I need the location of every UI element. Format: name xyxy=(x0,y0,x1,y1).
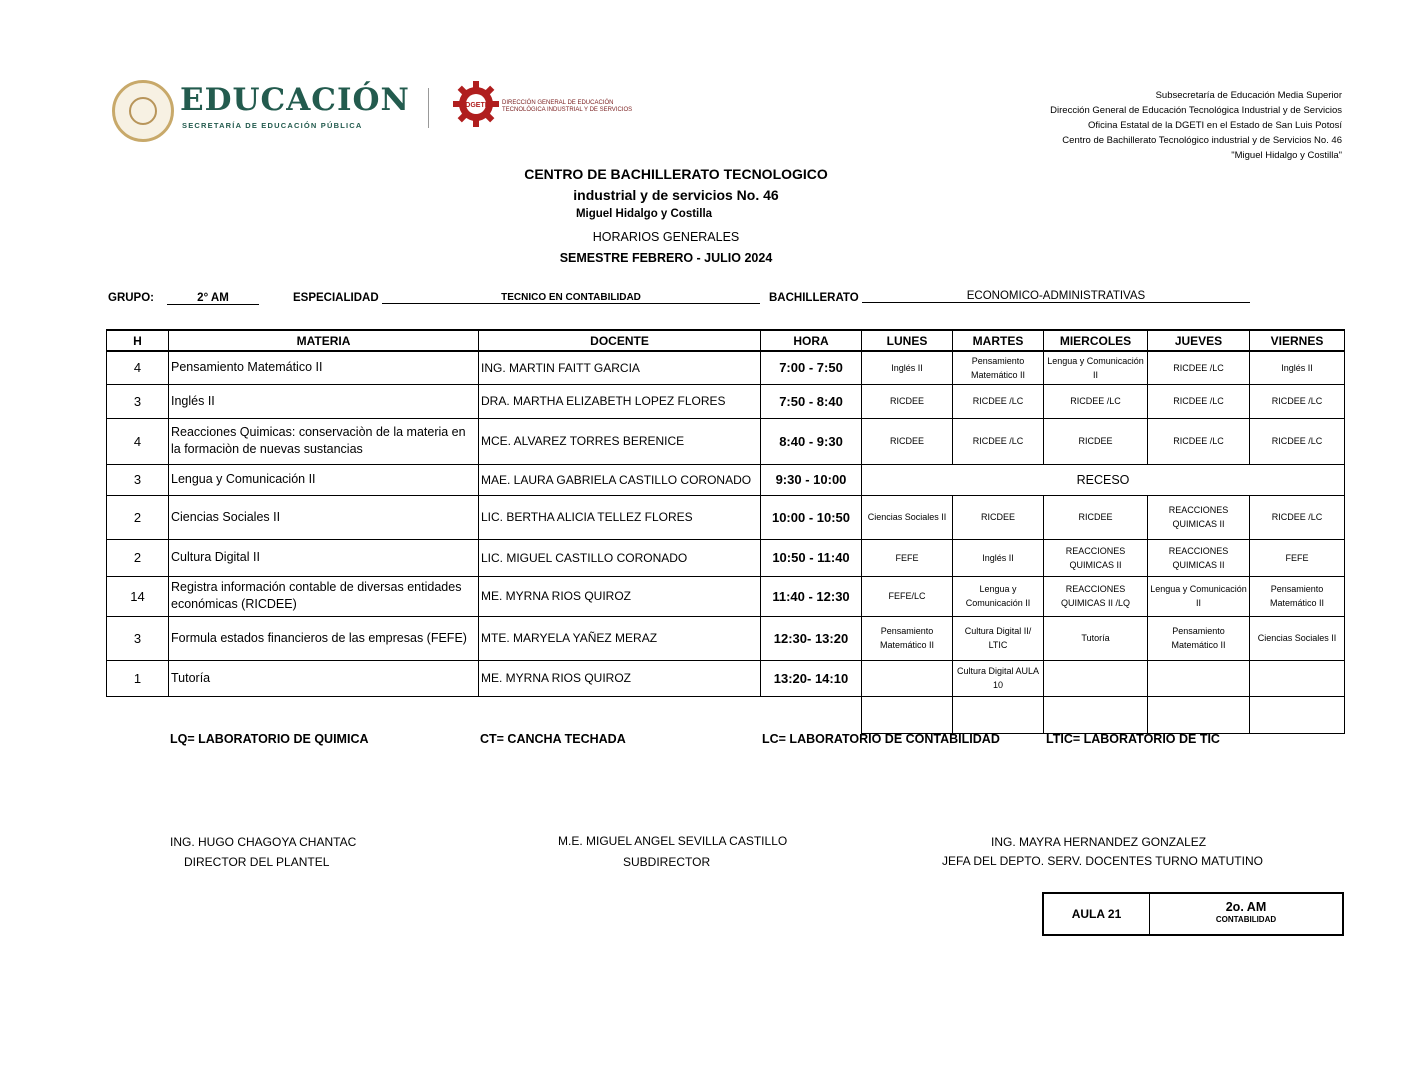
legend-ct: CT= CANCHA TECHADA xyxy=(480,732,626,746)
day-cell: REACCIONES QUIMICAS II xyxy=(1148,539,1250,576)
school-name: Miguel Hidalgo y Costilla xyxy=(575,208,713,220)
subject-cell: Cultura Digital II xyxy=(169,539,479,576)
day-cell: Inglés II xyxy=(862,351,953,384)
classroom-group-label: 2o. AM xyxy=(1225,900,1267,914)
legend-lq: LQ= LABORATORIO DE QUIMICA xyxy=(170,732,369,746)
table-row xyxy=(107,464,1345,495)
teacher-cell: LIC. MIGUEL CASTILLO CORONADO xyxy=(479,539,761,576)
hours-cell: 2 xyxy=(107,539,169,576)
especialidad-value: TECNICO EN CONTABILIDAD xyxy=(382,292,760,304)
teacher-cell: DRA. MARTHA ELIZABETH LOPEZ FLORES xyxy=(479,384,761,418)
time-cell: 10:00 - 10:50 xyxy=(761,495,862,539)
institution-line: Dirección General de Educación Tecnológica Industrial y de Servicios xyxy=(1050,105,1342,116)
day-cell: Cultura Digital AULA 10 xyxy=(953,660,1044,696)
day-cell: RICDEE /LC xyxy=(953,384,1044,418)
day-cell: RICDEE xyxy=(1044,495,1148,539)
day-cell: RICDEE /LC xyxy=(1044,384,1148,418)
hours-cell: 3 xyxy=(107,464,169,495)
government-seal-logo xyxy=(112,80,174,142)
empty-cell xyxy=(479,696,761,733)
institution-line: Oficina Estatal de la DGETI en el Estado de San Luis Potosí xyxy=(1088,120,1342,131)
institution-header xyxy=(1050,88,1342,163)
hours-cell: 1 xyxy=(107,660,169,696)
subject-cell: Formula estados financieros de las empresas (FEFE) xyxy=(169,616,479,660)
table-row xyxy=(107,384,1345,418)
teacher-cell: MTE. MARYELA YAÑEZ MERAZ xyxy=(479,616,761,660)
time-cell: 10:50 - 11:40 xyxy=(761,539,862,576)
especialidad-label: ESPECIALIDAD xyxy=(293,292,379,304)
semester-title: SEMESTRE FEBRERO - JULIO 2024 xyxy=(559,251,773,265)
department-head-title: JEFA DEL DEPTO. SERV. DOCENTES TURNO MATUTINO xyxy=(942,854,1263,868)
hours-cell: 14 xyxy=(107,576,169,616)
header-materia: MATERIA xyxy=(169,330,479,351)
day-cell: Lengua y Comunicación II xyxy=(953,576,1044,616)
day-cell: RICDEE /LC xyxy=(953,418,1044,464)
teacher-cell: ME. MYRNA RIOS QUIROZ xyxy=(479,576,761,616)
day-cell: REACCIONES QUIMICAS II xyxy=(1044,539,1148,576)
day-cell: RICDEE /LC xyxy=(1148,351,1250,384)
time-cell: 7:00 - 7:50 xyxy=(761,351,862,384)
day-cell: RICDEE /LC xyxy=(1250,495,1345,539)
header-jueves: JUEVES xyxy=(1148,330,1250,351)
day-cell: Ciencias Sociales II xyxy=(862,495,953,539)
education-logo-title: EDUCACIÓN xyxy=(180,82,410,118)
day-cell xyxy=(1250,660,1345,696)
header-docente: DOCENTE xyxy=(479,330,761,351)
hours-cell: 4 xyxy=(107,351,169,384)
bachillerato-value: ECONOMICO-ADMINISTRATIVAS xyxy=(862,290,1250,303)
institution-line: "Miguel Hidalgo y Costilla" xyxy=(1231,150,1342,161)
day-cell: FEFE xyxy=(1250,539,1345,576)
day-cell: Lengua y Comunicación II xyxy=(1044,351,1148,384)
grupo-label: GRUPO: xyxy=(108,292,154,304)
header-martes: MARTES xyxy=(953,330,1044,351)
header-h: H xyxy=(107,330,169,351)
empty-cell xyxy=(169,696,479,733)
day-cell: RICDEE /LC xyxy=(1250,418,1345,464)
department-head-name: ING. MAYRA HERNANDEZ GONZALEZ xyxy=(991,835,1207,849)
table-row-empty xyxy=(107,696,1345,733)
teacher-cell: MCE. ALVAREZ TORRES BERENICE xyxy=(479,418,761,464)
time-cell: 12:30- 13:20 xyxy=(761,616,862,660)
day-cell: Ciencias Sociales II xyxy=(1250,616,1345,660)
day-cell: RICDEE /LC xyxy=(1148,384,1250,418)
time-cell: 13:20- 14:10 xyxy=(761,660,862,696)
subdirector-title: SUBDIRECTOR xyxy=(623,855,711,869)
document-title: HORARIOS GENERALES xyxy=(592,230,740,244)
director-name: ING. HUGO CHAGOYA CHANTAC xyxy=(170,835,357,849)
hours-cell: 4 xyxy=(107,418,169,464)
table-row xyxy=(107,351,1345,384)
classroom-group xyxy=(1150,894,1342,934)
education-logo-subtitle: SECRETARÍA DE EDUCACIÓN PÚBLICA xyxy=(182,121,363,130)
day-cell xyxy=(1148,660,1250,696)
institution-line: Subsecretaría de Educación Media Superior xyxy=(1155,90,1342,101)
day-cell xyxy=(862,696,953,733)
table-header-row xyxy=(107,330,1345,351)
teacher-cell: ME. MYRNA RIOS QUIROZ xyxy=(479,660,761,696)
day-cell: REACCIONES QUIMICAS II xyxy=(1148,495,1250,539)
school-subtitle: industrial y de servicios No. 46 xyxy=(573,187,779,203)
empty-cell xyxy=(761,696,862,733)
table-row xyxy=(107,616,1345,660)
day-cell: RICDEE xyxy=(953,495,1044,539)
schedule-table xyxy=(106,329,1345,734)
teacher-cell: ING. MARTIN FAITT GARCIA xyxy=(479,351,761,384)
hours-cell: 3 xyxy=(107,616,169,660)
day-cell: Cultura Digital II/ LTIC xyxy=(953,616,1044,660)
classroom-specialty: CONTABILIDAD xyxy=(1215,915,1277,924)
subject-cell: Tutoría xyxy=(169,660,479,696)
day-cell xyxy=(1044,696,1148,733)
table-row xyxy=(107,495,1345,539)
day-cell: Inglés II xyxy=(953,539,1044,576)
empty-cell xyxy=(107,696,169,733)
day-cell: RICDEE /LC xyxy=(1148,418,1250,464)
day-cell: Lengua y Comunicación II xyxy=(1148,576,1250,616)
day-cell xyxy=(1250,696,1345,733)
teacher-cell: MAE. LAURA GABRIELA CASTILLO CORONADO xyxy=(479,464,761,495)
day-cell xyxy=(1148,696,1250,733)
subject-cell: Reacciones Quimicas: conservaciòn de la materia en la formaciòn de nuevas sustancias xyxy=(169,418,479,464)
day-cell: Tutoría xyxy=(1044,616,1148,660)
subject-cell: Registra información contable de diversas entidades económicas (RICDEE) xyxy=(169,576,479,616)
classroom-number: AULA 21 xyxy=(1044,894,1150,934)
recess-cell: RECESO xyxy=(862,464,1345,495)
legend-ltic: LTIC= LABORATORIO DE TIC xyxy=(1046,732,1220,746)
dgeti-logo-text: DIRECCIÓN GENERAL DE EDUCACIÓN TECNOLÓGICA INDUSTRIAL Y DE SERVICIOS xyxy=(502,100,633,113)
table-row xyxy=(107,660,1345,696)
day-cell: Pensamiento Matemático II xyxy=(953,351,1044,384)
header-viernes: VIERNES xyxy=(1250,330,1345,351)
time-cell: 9:30 - 10:00 xyxy=(761,464,862,495)
classroom-box xyxy=(1042,892,1344,936)
logo-divider xyxy=(428,88,429,128)
table-row xyxy=(107,418,1345,464)
bachillerato-label: BACHILLERATO xyxy=(769,292,859,304)
hours-cell: 3 xyxy=(107,384,169,418)
day-cell: Pensamiento Matemático II xyxy=(862,616,953,660)
day-cell: FEFE/LC xyxy=(862,576,953,616)
day-cell: RICDEE xyxy=(1044,418,1148,464)
school-title: CENTRO DE BACHILLERATO TECNOLOGICO xyxy=(524,166,828,182)
subject-cell: Ciencias Sociales II xyxy=(169,495,479,539)
day-cell: RICDEE /LC xyxy=(1250,384,1345,418)
day-cell: Inglés II xyxy=(1250,351,1345,384)
legend-lc: LC= LABORATORIO DE CONTABILIDAD xyxy=(762,732,1000,746)
day-cell: FEFE xyxy=(862,539,953,576)
grupo-value: 2° AM xyxy=(167,292,259,305)
header-hora: HORA xyxy=(761,330,862,351)
day-cell xyxy=(862,660,953,696)
subject-cell: Inglés II xyxy=(169,384,479,418)
day-cell: Pensamiento Matemático II xyxy=(1250,576,1345,616)
time-cell: 11:40 - 12:30 xyxy=(761,576,862,616)
day-cell: RICDEE xyxy=(862,384,953,418)
day-cell: REACCIONES QUIMICAS II /LQ xyxy=(1044,576,1148,616)
table-row xyxy=(107,576,1345,616)
hours-cell: 2 xyxy=(107,495,169,539)
table-row xyxy=(107,539,1345,576)
teacher-cell: LIC. BERTHA ALICIA TELLEZ FLORES xyxy=(479,495,761,539)
header-miercoles: MIERCOLES xyxy=(1044,330,1148,351)
dgeti-badge-text: DGETI xyxy=(465,102,487,109)
dgeti-gear-logo xyxy=(452,80,500,128)
subject-cell: Lengua y Comunicación II xyxy=(169,464,479,495)
day-cell: Pensamiento Matemático II xyxy=(1148,616,1250,660)
subject-cell: Pensamiento Matemático II xyxy=(169,351,479,384)
director-title: DIRECTOR DEL PLANTEL xyxy=(184,855,330,869)
day-cell xyxy=(953,696,1044,733)
subdirector-name: M.E. MIGUEL ANGEL SEVILLA CASTILLO xyxy=(558,834,788,848)
day-cell: RICDEE xyxy=(862,418,953,464)
time-cell: 7:50 - 8:40 xyxy=(761,384,862,418)
day-cell xyxy=(1044,660,1148,696)
institution-line: Centro de Bachillerato Tecnológico industrial y de Servicios No. 46 xyxy=(1062,135,1342,146)
time-cell: 8:40 - 9:30 xyxy=(761,418,862,464)
header-lunes: LUNES xyxy=(862,330,953,351)
